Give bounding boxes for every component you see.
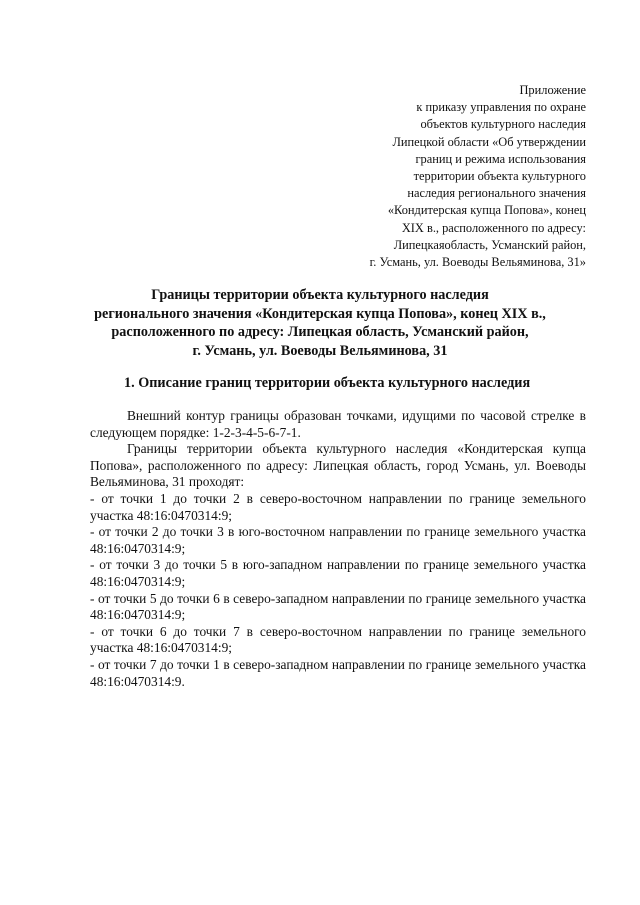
appendix-line: территории объекта культурного [413,169,586,184]
appendix-line: XIX в., расположенного по адресу: [401,220,586,235]
boundary-list-item: - от точки 7 до точки 1 в северо-западном направлении по границе земельного участка 48:16:0470314:9. [90,656,586,689]
body-text [90,408,586,690]
body-paragraph: Внешний контур границы образован точками, идущими по часовой стрелке в следующем порядке: 1-2-3-4-5-6-7-1. [90,408,586,440]
appendix-line: «Кондитерская купца Попова», конец [387,203,586,218]
appendix-block [286,82,586,271]
boundary-list-item: - от точки 3 до точки 5 в юго-западном направлении по границе земельного участка 48:16:0470314:9; [90,557,586,589]
boundary-list-item: - от точки 2 до точки 3 в юго-восточном направлении по границе земельного участка 48:16:0470314:9; [90,524,586,556]
boundary-list-item: - от точки 1 до точки 2 в северо-восточном направлении по границе земельного участка 48:16:0470314:9; [90,490,586,523]
title-line: г. Усмань, ул. Воеводы Вельяминова, 31 [192,342,448,359]
title-line: расположенного по адресу: Липецкая область, Усманский район, [111,324,529,341]
section-heading: 1. Описание границ территории объекта культурного наследия [124,375,531,391]
appendix-line: наследия регионального значения [407,186,586,201]
document-title [70,286,570,360]
title-line: Границы территории объекта культурного наследия [151,287,489,303]
body-paragraph: Границы территории объекта культурного наследия «Кондитерская купца Попова», расположенного по адресу: Липецкая область, город Усмань, ул. Воеводы Вельяминова, 31 проходят: [90,441,586,490]
appendix-line: Липецкой области «Об утверждении [392,134,586,149]
appendix-line: к приказу управления по охране [416,100,586,115]
appendix-line: г. Усмань, ул. Воеводы Вельяминова, 31» [369,255,586,270]
title-line: регионального значения «Кондитерская купца Попова», конец XIX в., [94,305,546,322]
boundary-list-item: - от точки 6 до точки 7 в северо-восточном направлении по границе земельного участка 48:16:0470314:9; [90,623,586,656]
appendix-line: границ и режима использования [415,151,586,166]
boundary-list-item: - от точки 5 до точки 6 в северо-западном направлении по границе земельного участка 48:16:0470314:9; [90,590,586,623]
appendix-line: объектов культурного наследия [420,117,586,132]
appendix-line: Приложение [519,83,586,97]
appendix-line: Липецкаяобласть, Усманский район, [393,237,586,252]
